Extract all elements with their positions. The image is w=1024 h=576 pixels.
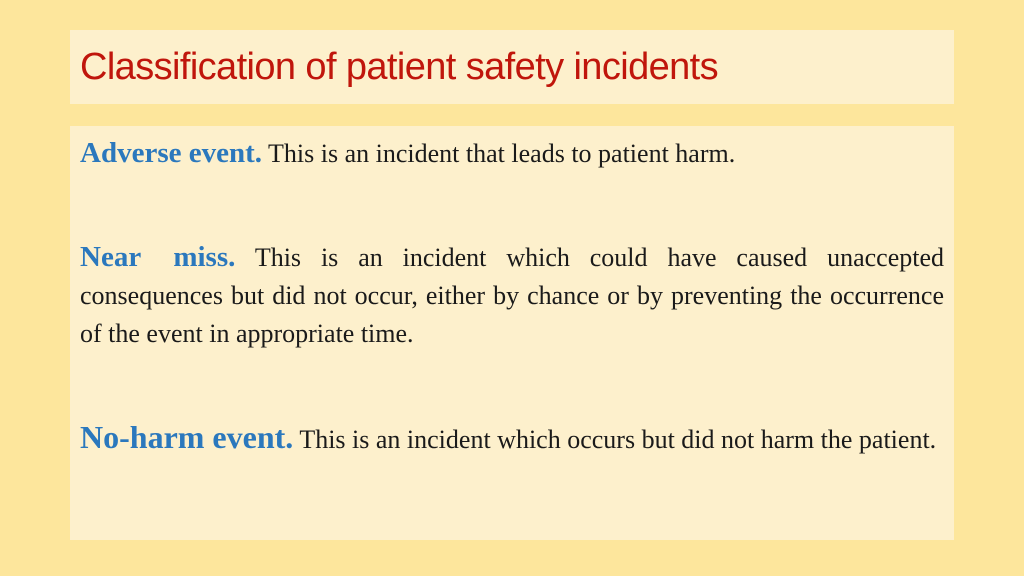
definition-adverse-event	[80, 134, 944, 173]
definition-near-miss	[80, 238, 944, 353]
term-near-miss: Near miss.	[80, 241, 236, 273]
term-no-harm-event: No-harm event.	[80, 419, 294, 455]
definitions-panel	[70, 126, 954, 540]
definition-text-near-miss: This is an incident which could have caused unaccepted consequences but did not occur, either by chance or by preventing the occurrence of the event in appropriate time.	[80, 243, 945, 348]
definition-text-adverse-event: This is an incident that leads to patient harm.	[268, 139, 736, 168]
slide-title: Classification of patient safety incidents	[80, 46, 719, 88]
definition-text-no-harm-event: This is an incident which occurs but did not harm the patient.	[299, 425, 937, 454]
title-panel	[70, 30, 954, 104]
definition-no-harm-event	[80, 418, 944, 459]
term-adverse-event: Adverse event.	[80, 137, 263, 169]
